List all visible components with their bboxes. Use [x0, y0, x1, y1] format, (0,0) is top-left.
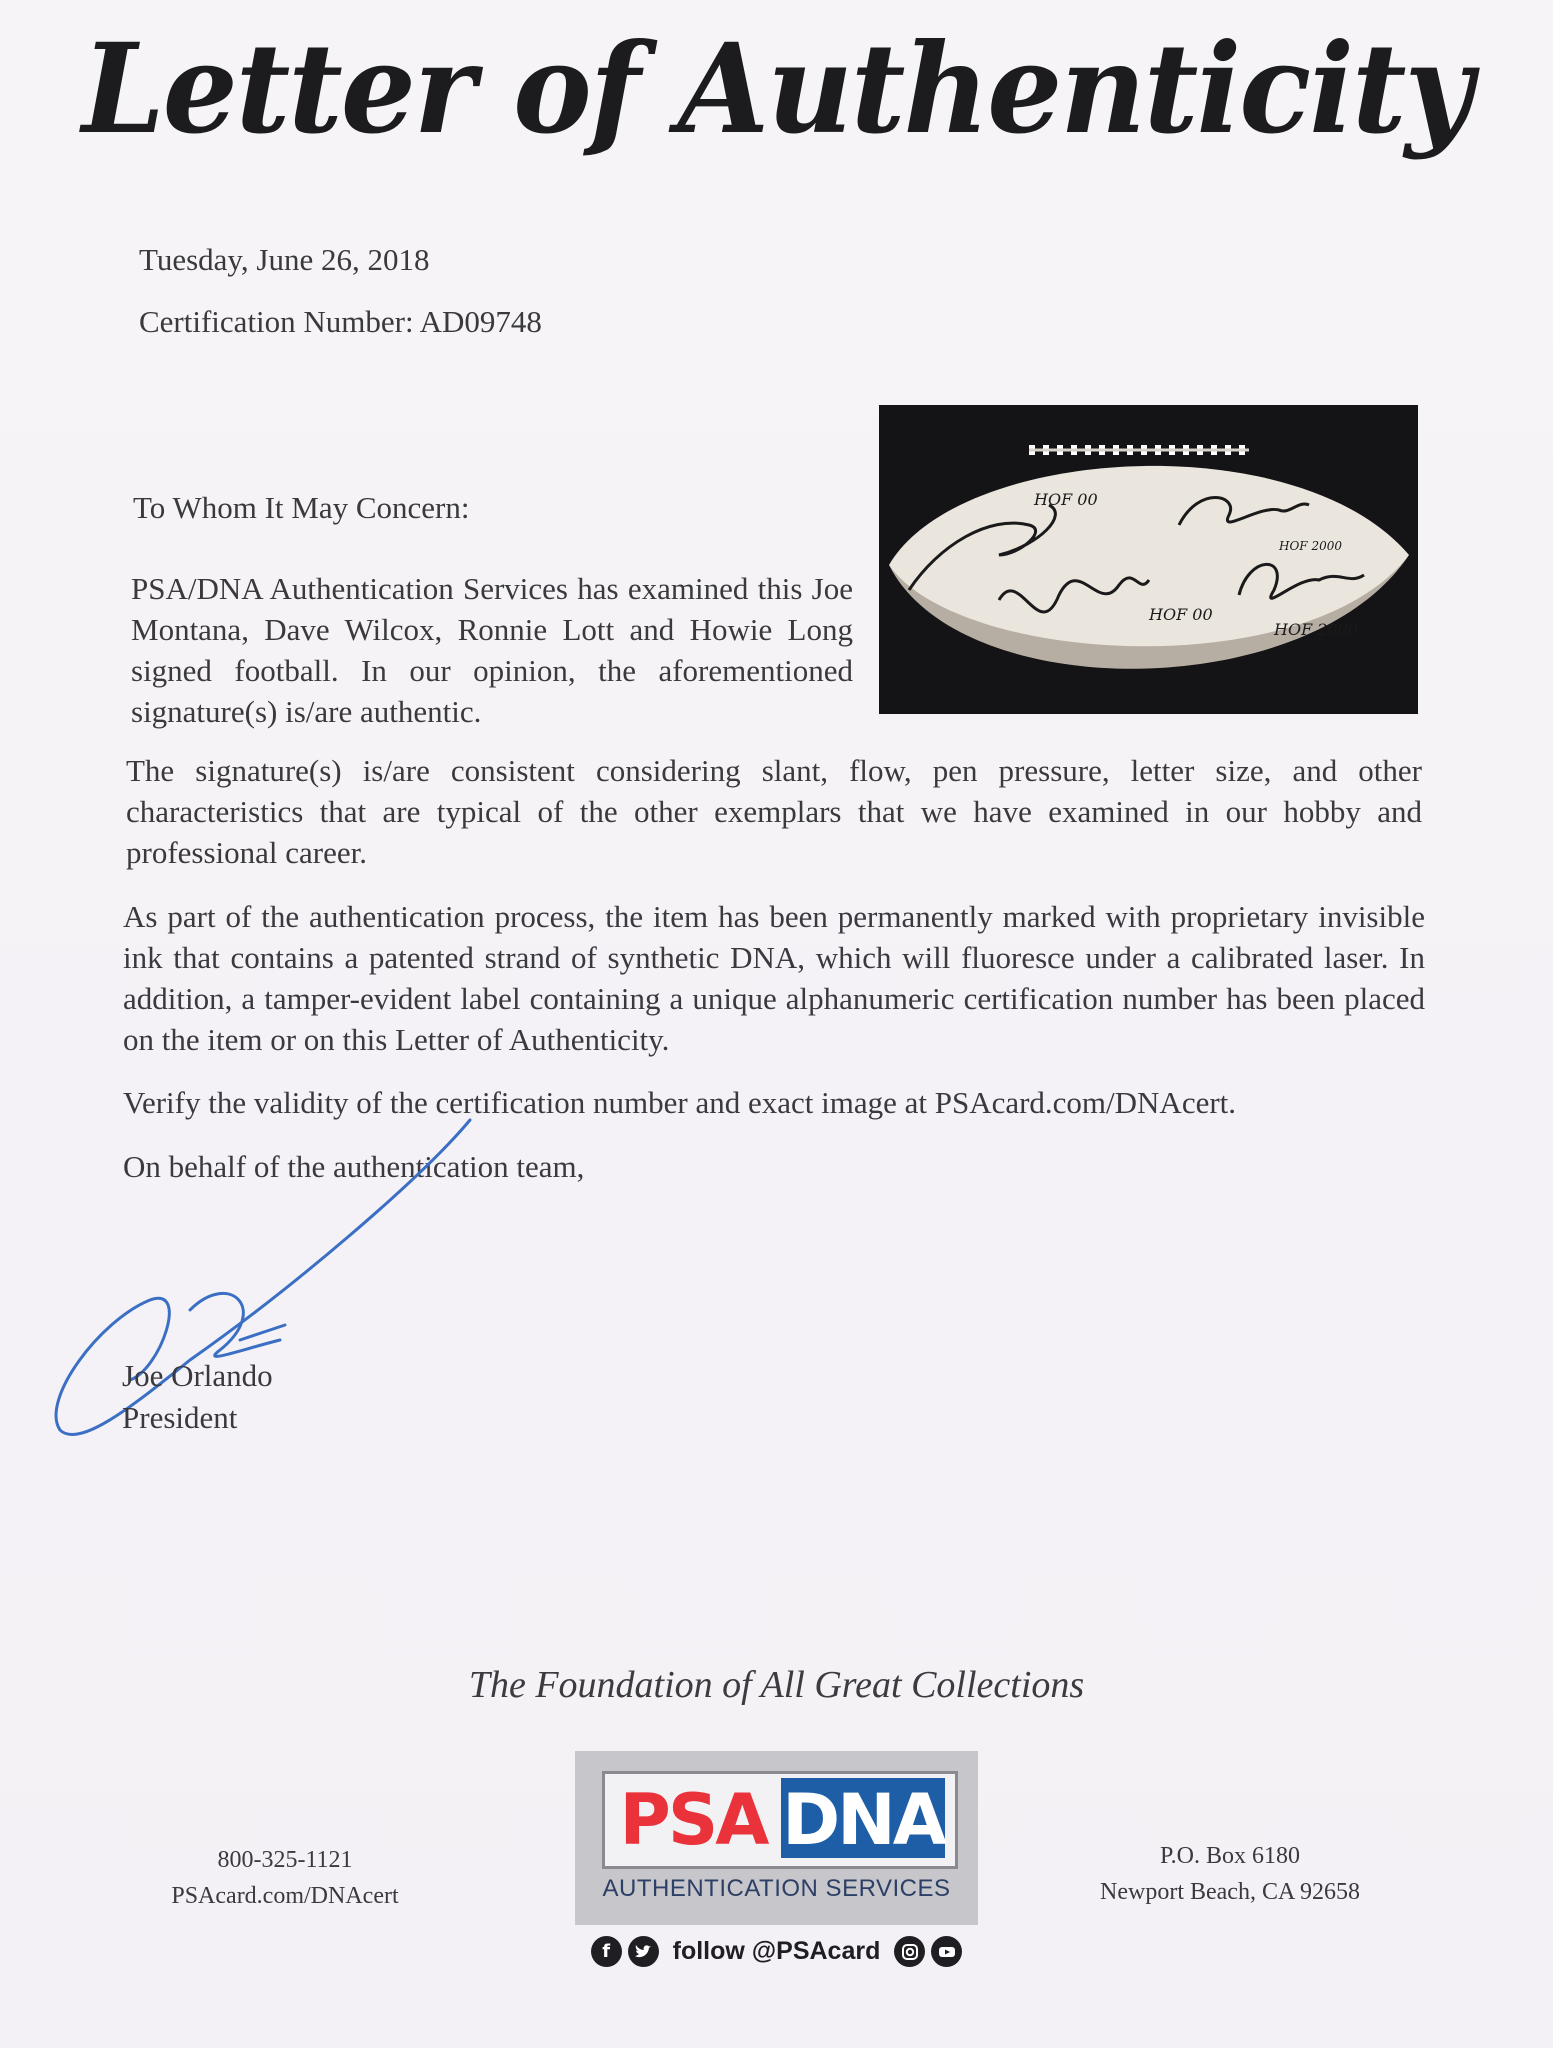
letter-title: Letter of Authenticity: [81, 17, 1472, 162]
certification-number: Certification Number: AD09748: [139, 304, 542, 339]
contact-block: [140, 1842, 430, 1914]
football-image: [879, 405, 1418, 714]
svg-text:HOF 00: HOF 00: [1149, 605, 1213, 624]
letter-date: Tuesday, June 26, 2018: [139, 242, 430, 277]
tagline: The Foundation of All Great Collections: [468, 1664, 1085, 1706]
paragraph-process: As part of the authentication process, the item has been permanently marked with proprietary invisible ink that contains a patented strand of synthetic DNA, which will fluoresce under a calibrated laser. In addition, a tamper-evident label containing a unique alphanumeric certification number has been placed on the item or on this Letter of Authenticity.: [123, 899, 1425, 1057]
paragraph-consistency: The signature(s) is/are consistent considering slant, flow, pen pressure, letter size, and other characteristics that are typical of the other exemplars that we have examined in our hobby and professional career.: [126, 753, 1422, 870]
facebook-icon[interactable]: f: [591, 1936, 622, 1967]
logo-dna-text: DNA: [782, 1779, 944, 1861]
paragraph-examined: PSA/DNA Authentication Services has examined this Joe Montana, Dave Wilcox, Ronnie Lott and Howie Long signed football. In our opinion, the aforementioned signature(s) is/are authentic.: [131, 571, 853, 729]
signer-title: President: [122, 1400, 238, 1435]
website-link[interactable]: PSAcard.com/DNAcert: [171, 1883, 399, 1909]
salutation: To Whom It May Concern:: [133, 490, 470, 525]
phone-number: 800-325-1121: [217, 1847, 353, 1873]
address-block: [1060, 1838, 1400, 1910]
logo-subtitle: AUTHENTICATION SERVICES: [602, 1875, 951, 1902]
instagram-icon[interactable]: [894, 1936, 925, 1967]
svg-text:HOF 2000: HOF 2000: [1279, 539, 1342, 553]
logo-psa-text: PSA: [619, 1779, 767, 1861]
city-address: Newport Beach, CA 92658: [1100, 1879, 1360, 1905]
follow-handle[interactable]: follow @PSAcard: [672, 1937, 881, 1965]
svg-text:HOF 00: HOF 00: [1034, 490, 1098, 509]
youtube-icon[interactable]: [931, 1936, 962, 1967]
twitter-icon[interactable]: [628, 1936, 659, 1967]
signer-name: Joe Orlando: [122, 1358, 273, 1393]
psa-dna-logo: [575, 1751, 978, 1925]
social-links: [0, 1936, 1553, 1967]
po-box: P.O. Box 6180: [1159, 1843, 1301, 1869]
paragraph-verify: Verify the validity of the certification number and exact image at PSAcard.com/DNAcert.: [123, 1085, 1237, 1120]
logo-wordmark-frame: [602, 1771, 958, 1869]
svg-text:HOF 2000: HOF 2000: [1274, 620, 1358, 639]
paragraph-behalf: On behalf of the authentication team,: [123, 1149, 585, 1184]
football-photo: [879, 405, 1418, 714]
